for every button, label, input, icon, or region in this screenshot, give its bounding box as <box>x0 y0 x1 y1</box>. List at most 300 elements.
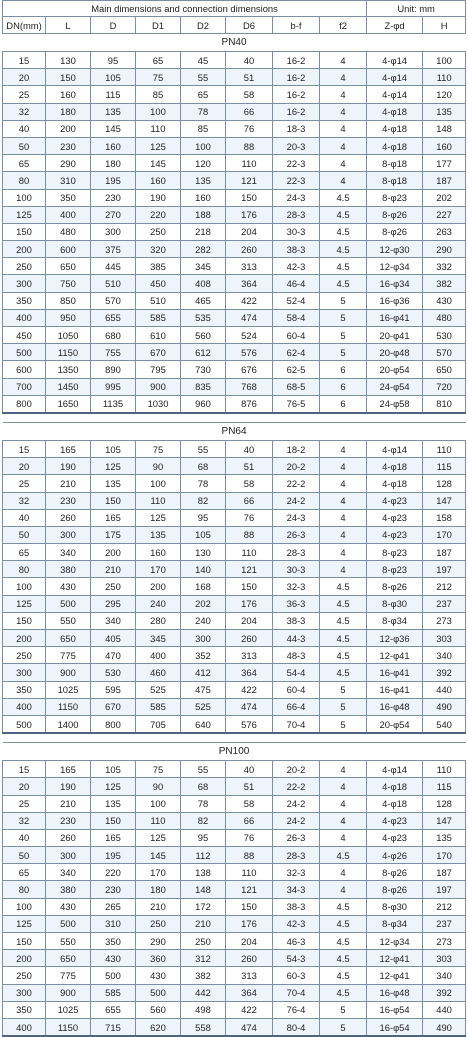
table-cell: 212 <box>423 898 466 915</box>
table-cell: 16-φ34 <box>367 275 423 292</box>
table-cell: 265 <box>91 898 136 915</box>
table-cell: 650 <box>46 258 91 275</box>
table-cell: 540 <box>423 715 466 733</box>
table-cell: 8-φ23 <box>367 189 423 206</box>
table-cell: 1025 <box>46 681 91 698</box>
table-cell: 4 <box>320 778 367 795</box>
table-cell: 168 <box>181 578 226 595</box>
table-cell: 150 <box>3 612 46 629</box>
table-cell: 128 <box>423 795 466 812</box>
table-cell: 80 <box>3 172 46 189</box>
table-cell: 4.5 <box>320 612 367 629</box>
table-cell: 20-3 <box>273 137 320 154</box>
table-cell: 24-2 <box>273 812 320 829</box>
table-cell: 500 <box>46 595 91 612</box>
table-cell: 220 <box>91 864 136 881</box>
table-cell: 4-φ14 <box>367 440 423 457</box>
table-cell: 121 <box>226 172 273 189</box>
table-cell: 4 <box>320 761 367 778</box>
table-cell: 202 <box>181 595 226 612</box>
table-cell: 498 <box>181 1001 226 1018</box>
table-cell: 200 <box>3 241 46 258</box>
table-cell: 145 <box>136 847 181 864</box>
table-cell: 290 <box>46 155 91 172</box>
table-cell: 121 <box>226 881 273 898</box>
table-cell: 160 <box>46 86 91 103</box>
table-cell: 400 <box>3 698 46 715</box>
table-cell: 382 <box>423 275 466 292</box>
table-cell: 340 <box>423 967 466 984</box>
table-cell: 460 <box>136 664 181 681</box>
table-cell: 300 <box>46 847 91 864</box>
table-cell: 20 <box>3 458 46 475</box>
table-cell: 303 <box>423 630 466 647</box>
table-cell: 12-φ36 <box>367 630 423 647</box>
col-header-b-f: b-f <box>273 17 320 34</box>
table-row <box>3 847 466 864</box>
col-header-l: L <box>46 17 91 34</box>
table-cell: 4.5 <box>320 595 367 612</box>
table-cell: 300 <box>91 223 136 240</box>
table-cell: 4-φ18 <box>367 137 423 154</box>
table-cell: 670 <box>91 698 136 715</box>
table-cell: 312 <box>181 950 226 967</box>
table-cell: 187 <box>423 172 466 189</box>
table-cell: 22-3 <box>273 172 320 189</box>
table-cell: 28-3 <box>273 206 320 223</box>
table-row <box>3 933 466 950</box>
table-row <box>3 612 466 629</box>
table-cell: 44-3 <box>273 630 320 647</box>
table-cell: 610 <box>136 327 181 344</box>
table-cell: 55 <box>181 440 226 457</box>
table-cell: 500 <box>46 915 91 932</box>
table-cell: 5 <box>320 309 367 326</box>
table-cell: 340 <box>46 864 91 881</box>
table-cell: 595 <box>91 681 136 698</box>
table-cell: 187 <box>423 864 466 881</box>
table-cell: 160 <box>136 172 181 189</box>
table-cell: 237 <box>423 915 466 932</box>
table-row <box>3 561 466 578</box>
section-header-row <box>3 743 466 761</box>
table-cell: 1050 <box>46 327 91 344</box>
table-cell: 422 <box>226 292 273 309</box>
table-cell: 200 <box>46 120 91 137</box>
table-cell: 8-φ23 <box>367 561 423 578</box>
table-cell: 16-φ41 <box>367 309 423 326</box>
table-cell: 105 <box>91 440 136 457</box>
table-cell: 260 <box>226 630 273 647</box>
table-cell: 350 <box>46 189 91 206</box>
table-cell: 58 <box>226 475 273 492</box>
table-cell: 4.5 <box>320 206 367 223</box>
table-cell: 65 <box>3 155 46 172</box>
table-cell: 58 <box>226 86 273 103</box>
table-row <box>3 681 466 698</box>
table-row <box>3 795 466 812</box>
table-cell: 70-4 <box>273 984 320 1001</box>
table-cell: 50 <box>3 526 46 543</box>
table-cell: 380 <box>46 561 91 578</box>
table-row <box>3 881 466 898</box>
table-cell: 230 <box>91 189 136 206</box>
table-cell: 15 <box>3 52 46 69</box>
table-cell: 20-2 <box>273 761 320 778</box>
table-cell: 51 <box>226 69 273 86</box>
table-cell: 900 <box>46 664 91 681</box>
table-cell: 38-3 <box>273 612 320 629</box>
table-cell: 260 <box>226 241 273 258</box>
table-cell: 4 <box>320 458 367 475</box>
table-cell: 6 <box>320 395 367 413</box>
table-cell: 730 <box>181 361 226 378</box>
table-cell: 400 <box>3 309 46 326</box>
table-cell: 4 <box>320 475 367 492</box>
table-cell: 170 <box>423 847 466 864</box>
table-cell: 40 <box>226 761 273 778</box>
table-row <box>3 292 466 309</box>
table-cell: 585 <box>136 309 181 326</box>
table-cell: 385 <box>136 258 181 275</box>
table-cell: 22-2 <box>273 475 320 492</box>
table-cell: 220 <box>136 206 181 223</box>
table-cell: 655 <box>91 1001 136 1018</box>
table-cell: 960 <box>181 395 226 413</box>
table-cell: 85 <box>136 86 181 103</box>
table-cell: 5 <box>320 327 367 344</box>
table-cell: 4-φ14 <box>367 69 423 86</box>
table-cell: 120 <box>423 86 466 103</box>
table-cell: 310 <box>91 915 136 932</box>
table-cell: 775 <box>46 647 91 664</box>
table-cell: 25 <box>3 795 46 812</box>
table-cell: 150 <box>226 898 273 915</box>
table-cell: 218 <box>181 223 226 240</box>
table-cell: 4 <box>320 69 367 86</box>
table-cell: 125 <box>3 915 46 932</box>
table-cell: 125 <box>136 137 181 154</box>
table-cell: 32-3 <box>273 578 320 595</box>
table-cell: 530 <box>91 664 136 681</box>
header-row-columns <box>3 17 466 34</box>
table-cell: 55 <box>181 69 226 86</box>
table-cell: 340 <box>46 544 91 561</box>
table-cell: 65 <box>181 86 226 103</box>
table-cell: 250 <box>136 915 181 932</box>
table-cell: 5 <box>320 1001 367 1018</box>
section-title: PN40 <box>3 34 466 52</box>
table-cell: 100 <box>3 578 46 595</box>
col-header-d1: D1 <box>136 17 181 34</box>
table-cell: 165 <box>91 509 136 526</box>
unit-label: Unit: mm <box>367 1 466 17</box>
table-cell: 313 <box>226 258 273 275</box>
table-cell: 16-φ48 <box>367 698 423 715</box>
table-cell: 50 <box>3 137 46 154</box>
table-cell: 78 <box>181 475 226 492</box>
table-cell: 180 <box>136 881 181 898</box>
table-cell: 4 <box>320 492 367 509</box>
table-cell: 4 <box>320 812 367 829</box>
table-cell: 40 <box>226 440 273 457</box>
table-cell: 340 <box>423 647 466 664</box>
table-cell: 150 <box>3 223 46 240</box>
table-cell: 535 <box>181 309 226 326</box>
table-cell: 204 <box>226 612 273 629</box>
table-cell: 705 <box>136 715 181 733</box>
table-cell: 15 <box>3 761 46 778</box>
table-cell: 320 <box>136 241 181 258</box>
table-cell: 138 <box>181 864 226 881</box>
table-cell: 500 <box>3 344 46 361</box>
table-cell: 20-2 <box>273 458 320 475</box>
table-cell: 4.5 <box>320 984 367 1001</box>
table-cell: 230 <box>91 881 136 898</box>
table-cell: 850 <box>46 292 91 309</box>
table-cell: 110 <box>226 864 273 881</box>
table-cell: 332 <box>423 258 466 275</box>
table-cell: 197 <box>423 561 466 578</box>
table-cell: 430 <box>423 292 466 309</box>
table-cell: 4-φ23 <box>367 509 423 526</box>
table-cell: 58-4 <box>273 309 320 326</box>
table-cell: 8-φ30 <box>367 595 423 612</box>
table-cell: 4-φ14 <box>367 52 423 69</box>
table-cell: 135 <box>91 795 136 812</box>
table-cell: 250 <box>136 223 181 240</box>
table-cell: 24-2 <box>273 795 320 812</box>
table-cell: 42-3 <box>273 258 320 275</box>
table-cell: 130 <box>46 52 91 69</box>
table-cell: 375 <box>91 241 136 258</box>
table-cell: 40 <box>3 829 46 846</box>
table-cell: 4 <box>320 829 367 846</box>
table-cell: 65 <box>3 544 46 561</box>
table-cell: 550 <box>46 612 91 629</box>
table-cell: 500 <box>136 984 181 1001</box>
table-cell: 150 <box>46 69 91 86</box>
table-row <box>3 630 466 647</box>
table-cell: 125 <box>136 509 181 526</box>
table-row <box>3 86 466 103</box>
table-cell: 470 <box>91 647 136 664</box>
table-cell: 270 <box>91 206 136 223</box>
table-cell: 40 <box>3 509 46 526</box>
table-row <box>3 344 466 361</box>
table-cell: 5 <box>320 715 367 733</box>
table-cell: 345 <box>181 258 226 275</box>
table-cell: 200 <box>91 544 136 561</box>
col-header-z-d: Z-φd <box>367 17 423 34</box>
table-cell: 4 <box>320 526 367 543</box>
table-cell: 250 <box>3 967 46 984</box>
table-cell: 16-φ41 <box>367 681 423 698</box>
table-cell: 62-5 <box>273 361 320 378</box>
table-row <box>3 761 466 778</box>
table-cell: 300 <box>46 526 91 543</box>
table-cell: 640 <box>181 715 226 733</box>
table-cell: 4.5 <box>320 967 367 984</box>
table-cell: 88 <box>226 526 273 543</box>
table-cell: 680 <box>91 327 136 344</box>
table-cell: 68-5 <box>273 378 320 395</box>
table-cell: 408 <box>181 275 226 292</box>
table-row <box>3 984 466 1001</box>
table-cell: 18-2 <box>273 440 320 457</box>
table-cell: 60-4 <box>273 681 320 698</box>
table-cell: 62-4 <box>273 344 320 361</box>
table-cell: 422 <box>226 681 273 698</box>
table-cell: 550 <box>46 933 91 950</box>
table-cell: 150 <box>226 189 273 206</box>
table-cell: 4 <box>320 509 367 526</box>
table-row <box>3 778 466 795</box>
table-cell: 24-2 <box>273 492 320 509</box>
table-cell: 135 <box>423 103 466 120</box>
table-cell: 100 <box>423 52 466 69</box>
table-cell: 4 <box>320 52 367 69</box>
table-cell: 16-2 <box>273 69 320 86</box>
table-cell: 600 <box>46 241 91 258</box>
table-cell: 48-3 <box>273 647 320 664</box>
table-cell: 202 <box>423 189 466 206</box>
table-cell: 100 <box>181 137 226 154</box>
table-cell: 165 <box>46 440 91 457</box>
table-cell: 160 <box>181 189 226 206</box>
table-cell: 16-φ48 <box>367 984 423 1001</box>
table-cell: 303 <box>423 950 466 967</box>
table-cell: 210 <box>46 475 91 492</box>
table-cell: 4 <box>320 172 367 189</box>
table-row <box>3 475 466 492</box>
table-cell: 172 <box>181 898 226 915</box>
table-cell: 54-3 <box>273 950 320 967</box>
table-cell: 34-3 <box>273 881 320 898</box>
table-cell: 474 <box>226 309 273 326</box>
table-cell: 4 <box>320 155 367 172</box>
table-cell: 25 <box>3 86 46 103</box>
table-cell: 125 <box>3 206 46 223</box>
table-cell: 32 <box>3 812 46 829</box>
table-cell: 51 <box>226 778 273 795</box>
table-cell: 20-φ48 <box>367 344 423 361</box>
table-cell: 82 <box>181 812 226 829</box>
table-cell: 430 <box>136 967 181 984</box>
table-cell: 4.5 <box>320 275 367 292</box>
table-cell: 110 <box>226 544 273 561</box>
table-row <box>3 206 466 223</box>
table-cell: 4-φ26 <box>367 847 423 864</box>
col-header-d: D <box>91 17 136 34</box>
table-cell: 8-φ34 <box>367 612 423 629</box>
table-cell: 313 <box>226 647 273 664</box>
col-header-d6: D6 <box>226 17 273 34</box>
table-cell: 4.5 <box>320 189 367 206</box>
table-cell: 5 <box>320 698 367 715</box>
table-cell: 120 <box>181 155 226 172</box>
table-cell: 150 <box>91 812 136 829</box>
table-cell: 890 <box>91 361 136 378</box>
table-row <box>3 258 466 275</box>
table-row <box>3 275 466 292</box>
table-cell: 76 <box>226 829 273 846</box>
table-cell: 8-φ30 <box>367 898 423 915</box>
table-cell: 16-2 <box>273 86 320 103</box>
table-cell: 26-3 <box>273 829 320 846</box>
col-header-h: H <box>423 17 466 34</box>
table-row <box>3 52 466 69</box>
table-body <box>3 1 466 1037</box>
table-cell: 4.5 <box>320 950 367 967</box>
table-cell: 95 <box>181 509 226 526</box>
table-cell: 290 <box>136 933 181 950</box>
col-header-dn: DN(mm) <box>3 17 46 34</box>
table-cell: 525 <box>181 698 226 715</box>
table-cell: 400 <box>46 206 91 223</box>
col-header-d2: D2 <box>181 17 226 34</box>
table-cell: 8-φ18 <box>367 172 423 189</box>
table-cell: 405 <box>91 630 136 647</box>
table-row <box>3 1018 466 1036</box>
table-cell: 20 <box>3 778 46 795</box>
table-cell: 576 <box>226 715 273 733</box>
table-cell: 364 <box>226 275 273 292</box>
table-cell: 32 <box>3 103 46 120</box>
table-cell: 530 <box>423 327 466 344</box>
table-cell: 755 <box>91 344 136 361</box>
table-cell: 115 <box>423 458 466 475</box>
table-cell: 4-φ18 <box>367 458 423 475</box>
table-cell: 22-3 <box>273 155 320 172</box>
table-cell: 135 <box>91 103 136 120</box>
table-cell: 810 <box>423 395 466 413</box>
table-cell: 340 <box>91 612 136 629</box>
table-row <box>3 698 466 715</box>
table-cell: 400 <box>136 647 181 664</box>
table-cell: 240 <box>181 612 226 629</box>
table-row <box>3 967 466 984</box>
table-row <box>3 172 466 189</box>
table-cell: 442 <box>181 984 226 1001</box>
table-cell: 620 <box>136 1018 181 1036</box>
table-cell: 1025 <box>46 1001 91 1018</box>
table-cell: 4.5 <box>320 933 367 950</box>
table-cell: 995 <box>91 378 136 395</box>
table-row <box>3 223 466 240</box>
table-row <box>3 950 466 967</box>
table-cell: 4 <box>320 795 367 812</box>
col-header-f2: f2 <box>320 17 367 34</box>
table-cell: 775 <box>46 967 91 984</box>
table-cell: 200 <box>3 950 46 967</box>
table-cell: 46-4 <box>273 275 320 292</box>
table-cell: 422 <box>226 1001 273 1018</box>
table-cell: 52-4 <box>273 292 320 309</box>
table-cell: 280 <box>136 612 181 629</box>
table-cell: 24-3 <box>273 509 320 526</box>
table-cell: 30-3 <box>273 561 320 578</box>
table-cell: 140 <box>181 561 226 578</box>
table-cell: 700 <box>3 378 46 395</box>
table-cell: 66 <box>226 492 273 509</box>
table-cell: 50 <box>3 847 46 864</box>
table-row <box>3 829 466 846</box>
table-row <box>3 395 466 413</box>
table-cell: 585 <box>136 698 181 715</box>
table-cell: 8-φ26 <box>367 206 423 223</box>
table-cell: 15 <box>3 440 46 457</box>
